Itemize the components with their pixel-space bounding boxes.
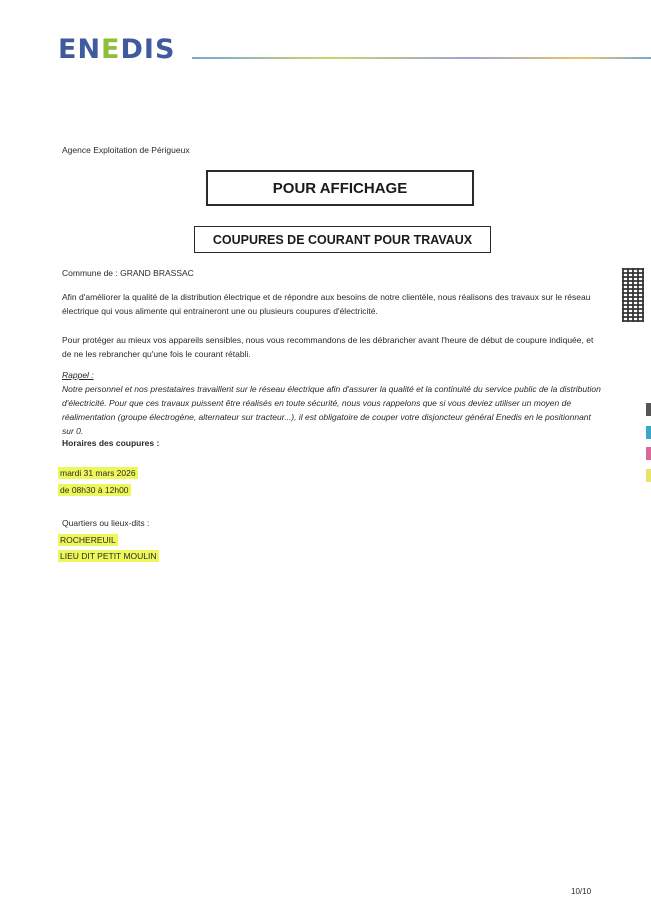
places-list <box>58 532 159 564</box>
agency-name: Agence Exploitation de Périgueux <box>62 145 190 155</box>
place-item: ROCHEREUIL <box>60 535 116 545</box>
header-divider <box>192 57 651 59</box>
quartiers-label: Quartiers ou lieux-dits : <box>62 518 150 528</box>
main-title: POUR AFFICHAGE <box>206 170 474 206</box>
print-mark-magenta <box>646 447 651 460</box>
page-number: 10/10 <box>571 887 592 896</box>
enedis-logo: ENEDIS <box>58 34 176 65</box>
sub-title: COUPURES DE COURANT POUR TRAVAUX <box>194 226 491 253</box>
advice-paragraph: Pour protéger au mieux vos appareils sensibles, nous vous recommandons de les débrancher avant l'heure de début de coupure indiquée, et de ne les rebrancher qu'une fois le courant rétabli. <box>62 335 594 359</box>
rappel-title: Rappel : <box>62 370 94 380</box>
datamatrix-code <box>622 268 644 322</box>
place-item: LIEU DIT PETIT MOULIN <box>60 551 157 561</box>
rappel-block <box>62 368 602 438</box>
outage-schedule <box>58 465 138 499</box>
outage-date: mardi 31 mars 2026 <box>60 468 136 478</box>
rappel-text: Notre personnel et nos prestataires travaillent sur le réseau électrique afin d'assurer la qualité et la continuité du service public de la distribution d'électricité. Pour que ces travaux puissent être réalisés en toute sécurité, nous vous rappelons que si vous deviez utiliser un moyen de réalimentation (groupe électrogène, alternateur sur tracteur...), il est obligatoire de couper votre disjoncteur général Enedis en le positionnant sur 0. <box>62 384 601 436</box>
print-mark-cyan <box>646 426 651 439</box>
print-mark-black <box>646 403 651 416</box>
intro-paragraph: Afin d'améliorer la qualité de la distribution électrique et de répondre aux besoins de notre clientèle, nous réalisons des travaux sur le réseau électrique qui vous alimente qui entraineront une ou plusieurs coupures d'électricité. <box>62 292 591 316</box>
horaires-label: Horaires des coupures : <box>62 438 160 448</box>
commune: Commune de : GRAND BRASSAC <box>62 268 194 278</box>
print-mark-yellow <box>646 469 651 482</box>
outage-time: de 08h30 à 12h00 <box>60 485 129 495</box>
